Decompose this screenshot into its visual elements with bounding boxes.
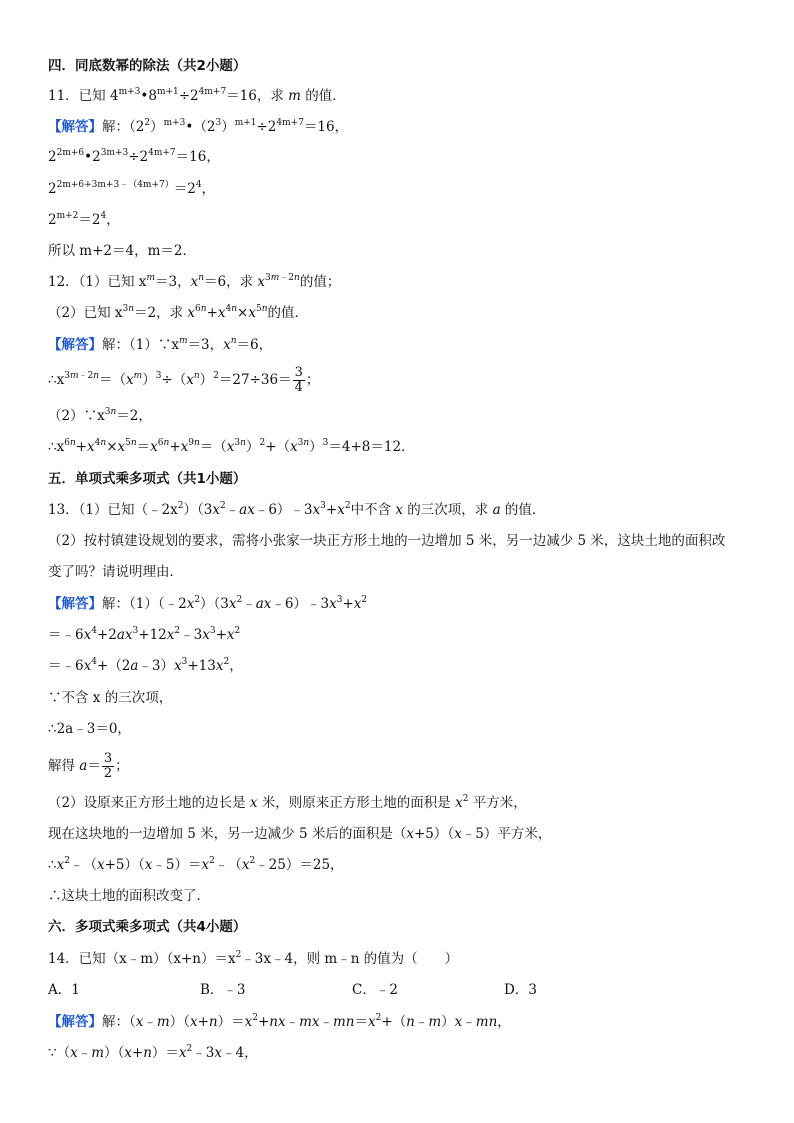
q12-answer-line-4: $\therefore x^{6n}+x^{4n}\times x^{5n}=x^{6n}+x^{9n}=(x^{3n})^2+(x^{3n})^3=4+8=12$．: [48, 438, 415, 455]
option-d[interactable]: D．3: [504, 982, 537, 998]
q11-answer-line-5: 所以 m+2＝4，m＝2．: [48, 243, 196, 259]
option-a[interactable]: A．1: [48, 982, 80, 998]
question-11-stem: 11．已知 $4^{m+3}•8^{m+1}\div 2^{4m+7}=16$，求 m 的值．: [48, 87, 346, 104]
fraction-3-4: $\frac{3}{4}$: [294, 365, 303, 395]
q11-answer-line-1: 【解答】解：$(2^2)^{m+3}•(2^3)^{m+1}\div 2^{4m+7}=16$，: [48, 118, 349, 135]
q13-answer-line-6: 解得 a＝ $\frac{3}{2}$ ；: [48, 751, 129, 781]
q14-answer-line-2: $\because(x﹣m)(x+n)=x^2﹣3x﹣4$，: [48, 1044, 258, 1061]
q13-answer-line-8: 现在这块地的一边增加 5 米，另一边减少 5 米后的面积是（x+5）（x﹣5）平方米，: [48, 826, 552, 842]
q14-answer-line-1: 【解答】解：$(x﹣m)(x+n)=x^2+nx﹣mx﹣mn=x^2+(n﹣m)x﹣mn$，: [48, 1013, 511, 1030]
question-13-part-1: 13．（1）已知$(﹣2x^2)(3x^2﹣ax﹣6)﹣3x^3+x^2$中不含 x 的三次项，求 a 的值．: [48, 501, 546, 518]
question-13-part-2-cont: 变了吗？请说明理由．: [48, 564, 183, 580]
section-heading-4: 四．同底数幂的除法（共2小题）: [48, 58, 247, 74]
q11-answer-line-3: $2^{2m+6+3m+3﹣(4m+7)}=2^4$，: [48, 180, 216, 197]
q12-answer-line-3: $(2)\because x^{3n}=2$，: [48, 407, 152, 424]
q12-answer-line-2: $\therefore x^{3m﹣2n}=(x^m)^3\div(x^n)^2=27\div 36=$ $\frac{3}{4}$ ；: [48, 365, 320, 395]
q13-answer-line-10: ∴这块土地的面积改变了．: [48, 888, 210, 904]
option-c[interactable]: C．﹣2: [352, 982, 398, 998]
q13-answer-line-9: $\therefore x^2﹣(x+5)(x﹣5)=x^2﹣(x^2﹣25)=25$，: [48, 856, 344, 873]
q11-answer-line-2: $2^{2m+6}•2^{3m+3}\div 2^{4m+7}=16$，: [48, 148, 220, 165]
q12-answer-line-1: 【解答】解：$(1)\because x^m=3$，$x^n=6$，: [48, 336, 273, 353]
question-14-stem: 14．已知$(x﹣m)(x+n)=x^2﹣3x﹣4$，则 m﹣n 的值为（ ）: [48, 950, 459, 967]
question-12-part-1: 12．（1）已知 $x^m=3$，$x^n=6$，求 $x^{3m﹣2n}$的值；: [48, 273, 341, 290]
question-13-part-2: （2）按村镇建设规划的要求，需将小张家一块正方形土地的一边增加 5 米，另一边减少 5 米，这块土地的面积改: [48, 533, 726, 549]
question-14-options: [48, 981, 656, 999]
q13-answer-line-3: $=﹣6x^4+(2a﹣3)x^3+13x^2$，: [48, 657, 243, 674]
section-heading-5: 五．单项式乘多项式（共1小题）: [48, 471, 247, 487]
fraction-3-2: $\frac{3}{2}$: [103, 751, 113, 781]
section-heading-6: 六．多项式乘多项式（共4小题）: [48, 919, 247, 935]
q13-answer-line-1: 【解答】解：$(1)(﹣2x^2)(3x^2﹣ax﹣6)﹣3x^3+x^2$: [48, 595, 368, 612]
q11-answer-line-4: $2^{m+2}=2^4$，: [48, 211, 120, 228]
answer-tag: 【解答】: [48, 119, 102, 135]
option-b[interactable]: B．﹣3: [200, 982, 246, 998]
q13-answer-line-2: $=﹣6x^4+2ax^3+12x^2﹣3x^3+x^2$: [48, 626, 241, 643]
q13-answer-line-5: ∴2a﹣3＝0，: [48, 721, 131, 737]
question-12-part-2: （2）已知 $x^{3n}=2$，求 $x^{6n}+x^{4n}\times x^{5n}$的值．: [48, 304, 309, 321]
q13-answer-line-7: （2）设原来正方形土地的边长是 x 米，则原来正方形土地的面积是 $x^2$ 平方米，: [48, 794, 527, 811]
q13-answer-line-4: ∵不含 x 的三次项，: [48, 690, 173, 706]
